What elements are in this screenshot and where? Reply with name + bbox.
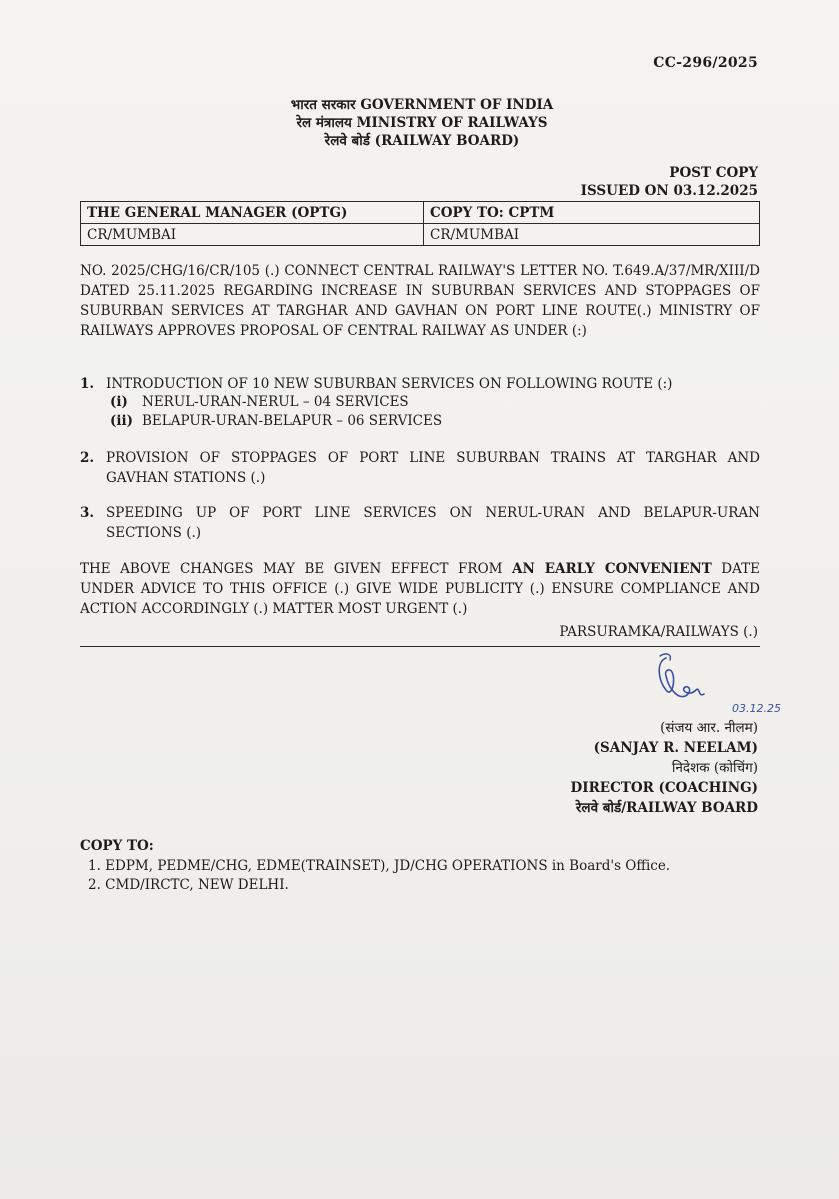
signatory-title-hindi: निदेशक (कोचिंग) xyxy=(671,760,758,776)
sub-item-number: (ii) xyxy=(110,413,134,429)
list-item-text: PROVISION OF STOPPAGES OF PORT LINE SUBURBAN TRAINS AT TARGHAR AND GAVHAN STATIONS (.) xyxy=(106,450,760,486)
copy-to-item: 1. EDPM, PEDME/CHG, EDME(TRAINSET), JD/CHG OPERATIONS in Board's Office. xyxy=(88,858,671,874)
sign-off-line: PARSURAMKA/RAILWAYS (.) xyxy=(559,624,758,640)
sub-item xyxy=(110,392,409,412)
closing-text-start: THE ABOVE CHANGES MAY BE GIVEN EFFECT FROM xyxy=(80,561,512,577)
sub-item-text: BELAPUR-URAN-BELAPUR – 06 SERVICES xyxy=(142,413,443,429)
signatory-office: रेलवे बोर्ड/RAILWAY BOARD xyxy=(575,800,758,816)
list-item-number: 1. xyxy=(80,376,95,392)
closing-emphasis: AN EARLY CONVENIENT xyxy=(511,561,712,577)
list-item-text: SPEEDING UP OF PORT LINE SERVICES ON NERUL-URAN AND BELAPUR-URAN SECTIONS (.) xyxy=(106,505,760,541)
signatory-title: DIRECTOR (COACHING) xyxy=(570,780,758,796)
copy-to-cptm-label: COPY TO: CPTM xyxy=(424,202,760,224)
post-copy-block xyxy=(581,164,758,200)
heading-ministry: रेल मंत्रालय MINISTRY OF RAILWAYS xyxy=(296,115,548,131)
address-table xyxy=(80,201,760,246)
letter-heading xyxy=(0,96,839,150)
list-item-number: 2. xyxy=(80,450,95,466)
copy-to-heading: COPY TO: xyxy=(80,838,154,854)
addressee-place: CR/MUMBAI xyxy=(81,224,424,246)
signatory-name-hindi: (संजय आर. नीलम) xyxy=(660,720,758,736)
intro-paragraph: NO. 2025/CHG/16/CR/105 (.) CONNECT CENTRAL RAILWAY'S LETTER NO. T.649.A/37/MR/XIII/D DATED 25.11.2025 REGARDING INCREASE IN SUBURBAN SERVICES AND STOPPAGES OF SUBURBAN SERVICES AT TARGHAR AND GAVHAN ON PORT LINE ROUTE(.) MINISTRY OF RAILWAYS APPROVES PROPOSAL OF CENTRAL RAILWAY AS UNDER (:) xyxy=(80,263,760,339)
copy-to-item: 2. CMD/IRCTC, NEW DELHI. xyxy=(88,877,289,893)
copy-to-list xyxy=(88,857,670,895)
sub-item-text: NERUL-URAN-NERUL – 04 SERVICES xyxy=(142,394,409,410)
issued-on-date: ISSUED ON 03.12.2025 xyxy=(580,183,758,199)
sub-item-number: (i) xyxy=(110,394,128,410)
handwritten-signature xyxy=(636,650,786,726)
list-item-text: INTRODUCTION OF 10 NEW SUBURBAN SERVICES ON FOLLOWING ROUTE (:) xyxy=(106,376,673,392)
list-item-number: 3. xyxy=(80,505,95,521)
signatory-name: (SANJAY R. NEELAM) xyxy=(593,740,758,756)
copy-to-place: CR/MUMBAI xyxy=(424,224,760,246)
reference-number: CC-296/2025 xyxy=(653,55,758,71)
sub-item xyxy=(110,411,442,431)
post-copy-label: POST COPY xyxy=(669,165,758,181)
closing-paragraph xyxy=(80,559,760,619)
separator-rule xyxy=(80,646,760,647)
signature-date: 03.12.25 xyxy=(732,702,781,715)
closing-text-end: DATE UNDER ADVICE TO THIS OFFICE (.) GIVE WIDE PUBLICITY (.) ENSURE COMPLIANCE AND ACTION ACCORDINGLY (.) MATTER MOST URGENT (.) xyxy=(80,561,760,617)
signatory-block xyxy=(571,718,758,818)
heading-government: भारत सरकार GOVERNMENT OF INDIA xyxy=(290,97,554,113)
heading-board: रेलवे बोर्ड (RAILWAY BOARD) xyxy=(324,133,520,149)
addressee-label: THE GENERAL MANAGER (OPTG) xyxy=(81,202,424,224)
